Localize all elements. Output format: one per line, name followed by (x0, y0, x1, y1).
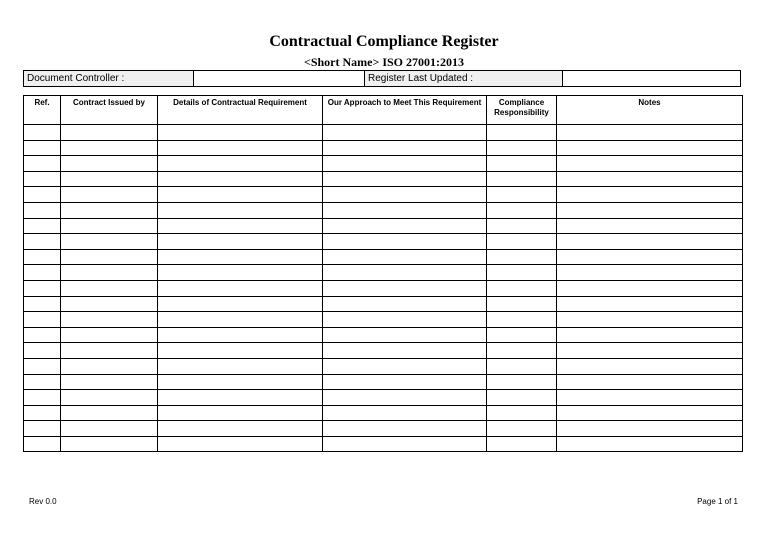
table-cell[interactable] (61, 156, 158, 172)
table-cell[interactable] (557, 405, 743, 421)
table-row (24, 171, 743, 187)
table-cell[interactable] (61, 140, 158, 156)
table-cell[interactable] (323, 265, 487, 281)
table-cell[interactable] (24, 234, 61, 250)
table-cell[interactable] (158, 312, 323, 328)
table-cell[interactable] (323, 343, 487, 359)
table-cell[interactable] (323, 390, 487, 406)
table-cell[interactable] (557, 280, 743, 296)
document-controller-label: Document Controller : (24, 71, 194, 87)
table-cell[interactable] (158, 296, 323, 312)
table-cell[interactable] (487, 156, 557, 172)
table-cell[interactable] (61, 171, 158, 187)
column-header-compliance-responsibility: Compliance Responsibility (487, 96, 557, 125)
table-cell[interactable] (24, 140, 61, 156)
table-cell[interactable] (323, 296, 487, 312)
table-cell[interactable] (487, 125, 557, 141)
table-cell[interactable] (487, 249, 557, 265)
table-cell[interactable] (61, 405, 158, 421)
table-cell[interactable] (323, 140, 487, 156)
page-number: Page 1 of 1 (697, 497, 738, 506)
table-cell[interactable] (24, 171, 61, 187)
table-cell[interactable] (487, 234, 557, 250)
table-cell[interactable] (323, 358, 487, 374)
table-cell[interactable] (487, 280, 557, 296)
table-row (24, 390, 743, 406)
table-cell[interactable] (487, 327, 557, 343)
table-cell[interactable] (24, 374, 61, 390)
table-cell[interactable] (158, 390, 323, 406)
table-cell[interactable] (61, 374, 158, 390)
table-row (24, 187, 743, 203)
table-cell[interactable] (158, 421, 323, 437)
table-row (24, 265, 743, 281)
table-cell[interactable] (487, 421, 557, 437)
table-cell[interactable] (24, 327, 61, 343)
table-cell[interactable] (158, 125, 323, 141)
table-cell[interactable] (158, 156, 323, 172)
table-cell[interactable] (487, 436, 557, 452)
table-cell[interactable] (557, 312, 743, 328)
table-cell[interactable] (61, 249, 158, 265)
column-header-details: Details of Contractual Requirement (158, 96, 323, 125)
table-row (24, 140, 743, 156)
table-cell[interactable] (323, 156, 487, 172)
table-cell[interactable] (557, 265, 743, 281)
table-cell[interactable] (323, 234, 487, 250)
document-controller-value[interactable] (194, 71, 365, 87)
table-cell[interactable] (487, 374, 557, 390)
table-header-row (24, 96, 743, 125)
table-cell[interactable] (61, 265, 158, 281)
table-cell[interactable] (61, 218, 158, 234)
table-cell[interactable] (323, 218, 487, 234)
table-cell[interactable] (61, 202, 158, 218)
table-cell[interactable] (487, 265, 557, 281)
table-row (24, 202, 743, 218)
table-cell[interactable] (557, 125, 743, 141)
table-cell[interactable] (323, 405, 487, 421)
table-row (24, 312, 743, 328)
table-cell[interactable] (61, 436, 158, 452)
table-row (24, 436, 743, 452)
table-cell[interactable] (557, 421, 743, 437)
column-header-ref: Ref. (24, 96, 61, 125)
table-row (24, 280, 743, 296)
table-cell[interactable] (487, 171, 557, 187)
compliance-register-table (23, 95, 743, 452)
table-cell[interactable] (323, 171, 487, 187)
table-cell[interactable] (24, 296, 61, 312)
table-cell[interactable] (557, 390, 743, 406)
register-updated-label: Register Last Updated : (365, 71, 563, 87)
table-cell[interactable] (24, 421, 61, 437)
table-cell[interactable] (487, 296, 557, 312)
table-cell[interactable] (24, 358, 61, 374)
table-cell[interactable] (487, 358, 557, 374)
table-cell[interactable] (61, 125, 158, 141)
table-cell[interactable] (158, 249, 323, 265)
table-cell[interactable] (158, 374, 323, 390)
table-cell[interactable] (158, 171, 323, 187)
table-cell[interactable] (557, 374, 743, 390)
table-cell[interactable] (557, 171, 743, 187)
table-cell[interactable] (24, 265, 61, 281)
meta-table (23, 70, 741, 87)
table-cell[interactable] (323, 436, 487, 452)
table-cell[interactable] (557, 343, 743, 359)
table-cell[interactable] (24, 405, 61, 421)
table-cell[interactable] (158, 358, 323, 374)
table-cell[interactable] (158, 343, 323, 359)
column-header-approach: Our Approach to Meet This Requirement (323, 96, 487, 125)
table-row (24, 296, 743, 312)
table-cell[interactable] (557, 156, 743, 172)
table-cell[interactable] (24, 312, 61, 328)
table-cell[interactable] (557, 218, 743, 234)
table-cell[interactable] (557, 140, 743, 156)
table-cell[interactable] (24, 343, 61, 359)
table-cell[interactable] (61, 343, 158, 359)
table-cell[interactable] (158, 140, 323, 156)
table-cell[interactable] (487, 140, 557, 156)
table-cell[interactable] (24, 280, 61, 296)
table-cell[interactable] (158, 405, 323, 421)
register-updated-value[interactable] (563, 71, 741, 87)
table-row (24, 358, 743, 374)
table-cell[interactable] (158, 265, 323, 281)
table-cell[interactable] (24, 187, 61, 203)
table-cell[interactable] (61, 234, 158, 250)
table-cell[interactable] (487, 218, 557, 234)
table-row (24, 421, 743, 437)
table-cell[interactable] (323, 187, 487, 203)
table-cell[interactable] (24, 249, 61, 265)
table-cell[interactable] (323, 327, 487, 343)
table-cell[interactable] (487, 187, 557, 203)
table-cell[interactable] (557, 234, 743, 250)
table-cell[interactable] (24, 390, 61, 406)
table-cell[interactable] (61, 358, 158, 374)
table-cell[interactable] (158, 234, 323, 250)
table-cell[interactable] (24, 156, 61, 172)
table-cell[interactable] (557, 358, 743, 374)
column-header-notes: Notes (557, 96, 743, 125)
table-row (24, 343, 743, 359)
table-cell[interactable] (24, 436, 61, 452)
table-cell[interactable] (24, 125, 61, 141)
table-row (24, 234, 743, 250)
table-cell[interactable] (158, 280, 323, 296)
column-header-contract-issued-by: Contract Issued by (61, 96, 158, 125)
table-cell[interactable] (61, 280, 158, 296)
table-cell[interactable] (24, 218, 61, 234)
table-cell[interactable] (323, 280, 487, 296)
table-row (24, 249, 743, 265)
table-cell[interactable] (487, 405, 557, 421)
document-subtitle: <Short Name> ISO 27001:2013 (303, 55, 464, 69)
table-cell[interactable] (61, 327, 158, 343)
table-cell[interactable] (158, 202, 323, 218)
table-cell[interactable] (24, 202, 61, 218)
table-cell[interactable] (557, 249, 743, 265)
table-cell[interactable] (158, 187, 323, 203)
table-cell[interactable] (158, 218, 323, 234)
table-cell[interactable] (323, 202, 487, 218)
table-cell[interactable] (158, 436, 323, 452)
table-cell[interactable] (487, 312, 557, 328)
table-cell[interactable] (323, 312, 487, 328)
table-row (24, 125, 743, 141)
table-cell[interactable] (61, 390, 158, 406)
table-row (24, 405, 743, 421)
table-cell[interactable] (158, 327, 323, 343)
table-cell[interactable] (557, 296, 743, 312)
table-cell[interactable] (61, 312, 158, 328)
table-cell[interactable] (323, 421, 487, 437)
table-cell[interactable] (487, 343, 557, 359)
table-row (24, 374, 743, 390)
table-cell[interactable] (61, 296, 158, 312)
table-cell[interactable] (323, 125, 487, 141)
table-body (24, 125, 743, 452)
table-cell[interactable] (61, 421, 158, 437)
table-cell[interactable] (557, 327, 743, 343)
table-cell[interactable] (557, 202, 743, 218)
table-cell[interactable] (487, 390, 557, 406)
table-row (24, 218, 743, 234)
table-cell[interactable] (557, 187, 743, 203)
revision-label: Rev 0.0 (29, 497, 57, 506)
table-cell[interactable] (323, 249, 487, 265)
table-cell[interactable] (487, 202, 557, 218)
table-row (24, 327, 743, 343)
table-cell[interactable] (61, 187, 158, 203)
table-row (24, 156, 743, 172)
table-cell[interactable] (557, 436, 743, 452)
table-cell[interactable] (323, 374, 487, 390)
document-title: Contractual Compliance Register (269, 33, 499, 50)
